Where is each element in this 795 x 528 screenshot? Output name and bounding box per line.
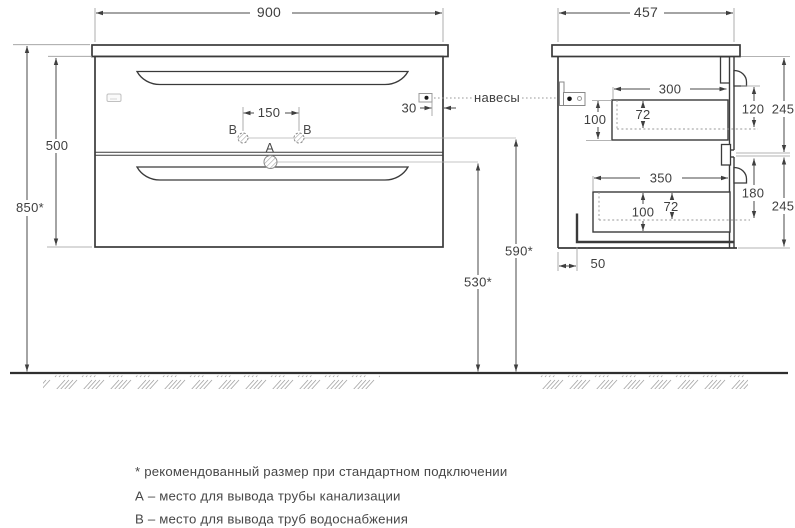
dim-overall-height: 850* [16, 200, 44, 215]
side-top-handle-profile [734, 71, 747, 87]
dim-hanger-offset: 30 [401, 100, 417, 116]
dim-top-drawer-height: 100 [583, 112, 607, 127]
dim-top-gap: 120 [741, 101, 765, 117]
dim-outlet-spacing: 150 [257, 105, 281, 120]
footnote-b: В – место для вывода труб водоснабжения [135, 511, 409, 527]
side-countertop [552, 45, 740, 57]
dim-bottom-drawer-height: 100 [631, 204, 655, 220]
side-top-drawer-box [612, 100, 728, 140]
dim-bottom-section-height: 245 [771, 198, 795, 214]
dim-bottom-drawer-inner: 72 [663, 199, 679, 214]
dim-top-section-height: 245 [771, 101, 795, 117]
dim-side-depth: 457 [633, 4, 659, 20]
side-view [552, 45, 758, 248]
dim-bottom-drawer-width: 350 [649, 170, 673, 186]
front-top-handle-recess [137, 72, 408, 85]
ground [10, 373, 788, 389]
dim-water-outlet-height: 590* [505, 243, 533, 259]
side-bottom-drawer-box [593, 192, 730, 232]
ground-hatch-right [540, 376, 748, 390]
hangers-callout-label: навесы [473, 90, 521, 105]
front-countertop [92, 45, 448, 57]
footnotes [135, 464, 507, 527]
brand-logo [107, 94, 121, 102]
front-hanger-bracket [419, 94, 432, 103]
label-b-left: В [228, 123, 238, 137]
dim-bottom-gap: 180 [741, 185, 765, 201]
dim-top-drawer-inner: 72 [635, 107, 651, 122]
dim-back-clearance: 50 [590, 256, 606, 271]
dim-cabinet-height: 500 [45, 138, 69, 153]
dim-top-drawer-width: 300 [658, 81, 682, 97]
label-a: А [265, 141, 275, 155]
front-bottom-handle-recess [137, 167, 408, 180]
dim-front-width: 900 [256, 4, 282, 20]
side-hanger-bracket [560, 82, 586, 106]
drain-outlet [264, 156, 277, 169]
side-bottom-handle-profile [734, 168, 747, 184]
side-top-drawer-rail [721, 57, 730, 83]
footnote-a: А – место для вывода трубы канализации [135, 488, 401, 504]
water-outlet-left [238, 133, 248, 143]
side-mid-drawer-rail [722, 145, 731, 166]
footnote-recommended: * рекомендованный размер при стандартном подключении [135, 464, 508, 479]
label-b-right: В [303, 123, 312, 137]
dim-drain-outlet-height: 530* [464, 274, 492, 290]
ground-hatch-left [43, 376, 380, 390]
